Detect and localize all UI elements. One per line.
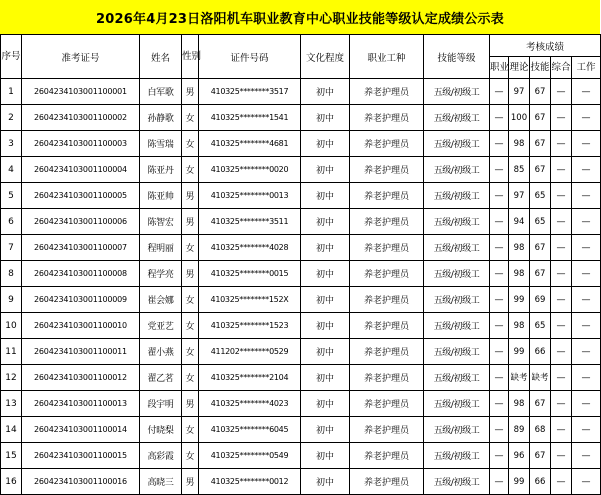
sheet-title: 2026年4月23日洛阳机车职业教育中心职业技能等级认定成绩公示表 — [0, 0, 600, 35]
cell-education: 初中 — [301, 391, 350, 417]
cell-score-skill: 65 — [530, 313, 551, 339]
cell-name: 翟乙茗 — [140, 365, 182, 391]
cell-skill-level: 五级/初级工 — [424, 469, 490, 495]
cell-exam-no: 2604234103001100015 — [22, 443, 140, 469]
cell-id-no: 410325********0012 — [199, 469, 301, 495]
cell-education: 初中 — [301, 287, 350, 313]
cell-score-skill: 缺考 — [530, 365, 551, 391]
cell-score-occupation: — — [490, 235, 509, 261]
cell-skill-level: 五级/初级工 — [424, 417, 490, 443]
cell-occupation: 养老护理员 — [350, 79, 424, 105]
cell-score-comprehensive: — — [551, 469, 572, 495]
cell-name: 陈亚帅 — [140, 183, 182, 209]
cell-occupation: 养老护理员 — [350, 235, 424, 261]
cell-score-comprehensive: — — [551, 391, 572, 417]
header-name: 姓名 — [140, 35, 182, 79]
table-row — [1, 469, 601, 495]
table-row — [1, 339, 601, 365]
cell-education: 初中 — [301, 261, 350, 287]
cell-score-work: — — [572, 79, 601, 105]
table-row — [1, 417, 601, 443]
cell-score-occupation: — — [490, 131, 509, 157]
cell-id-no: 411202********0529 — [199, 339, 301, 365]
header-id-no: 证件号码 — [199, 35, 301, 79]
cell-seq: 8 — [1, 261, 22, 287]
cell-gender: 男 — [182, 79, 199, 105]
cell-score-work: — — [572, 235, 601, 261]
cell-score-work: — — [572, 261, 601, 287]
cell-occupation: 养老护理员 — [350, 131, 424, 157]
cell-exam-no: 2604234103001100004 — [22, 157, 140, 183]
cell-score-theory: 缺考 — [509, 365, 530, 391]
table-row — [1, 391, 601, 417]
cell-exam-no: 2604234103001100012 — [22, 365, 140, 391]
cell-score-skill: 65 — [530, 209, 551, 235]
cell-skill-level: 五级/初级工 — [424, 287, 490, 313]
cell-id-no: 410325********6045 — [199, 417, 301, 443]
cell-score-occupation: — — [490, 365, 509, 391]
cell-score-work: — — [572, 105, 601, 131]
cell-education: 初中 — [301, 443, 350, 469]
cell-occupation: 养老护理员 — [350, 339, 424, 365]
cell-occupation: 养老护理员 — [350, 261, 424, 287]
cell-score-occupation: — — [490, 157, 509, 183]
cell-score-comprehensive: — — [551, 209, 572, 235]
cell-id-no: 410325********152X — [199, 287, 301, 313]
cell-name: 陈雪瑞 — [140, 131, 182, 157]
cell-score-comprehensive: — — [551, 443, 572, 469]
cell-score-work: — — [572, 417, 601, 443]
cell-score-work: — — [572, 339, 601, 365]
header-occupation: 职业工种 — [350, 35, 424, 79]
cell-id-no: 410325********0020 — [199, 157, 301, 183]
cell-score-occupation: — — [490, 339, 509, 365]
cell-name: 付晓梨 — [140, 417, 182, 443]
cell-seq: 10 — [1, 313, 22, 339]
cell-gender: 男 — [182, 469, 199, 495]
cell-gender: 女 — [182, 157, 199, 183]
cell-score-theory: 96 — [509, 443, 530, 469]
cell-skill-level: 五级/初级工 — [424, 79, 490, 105]
cell-exam-no: 2604234103001100007 — [22, 235, 140, 261]
cell-score-theory: 100 — [509, 105, 530, 131]
cell-score-skill: 67 — [530, 105, 551, 131]
cell-name: 陈亚丹 — [140, 157, 182, 183]
cell-score-skill: 67 — [530, 157, 551, 183]
cell-score-comprehensive: — — [551, 417, 572, 443]
cell-id-no: 410325********0013 — [199, 183, 301, 209]
table-row — [1, 261, 601, 287]
cell-exam-no: 2604234103001100001 — [22, 79, 140, 105]
cell-score-theory: 89 — [509, 417, 530, 443]
cell-gender: 女 — [182, 105, 199, 131]
cell-score-occupation: — — [490, 79, 509, 105]
cell-id-no: 410325********3517 — [199, 79, 301, 105]
cell-name: 党亚艺 — [140, 313, 182, 339]
cell-skill-level: 五级/初级工 — [424, 183, 490, 209]
cell-score-occupation: — — [490, 287, 509, 313]
cell-score-work: — — [572, 287, 601, 313]
cell-name: 孙静歌 — [140, 105, 182, 131]
cell-name: 高彩霞 — [140, 443, 182, 469]
cell-education: 初中 — [301, 209, 350, 235]
cell-seq: 3 — [1, 131, 22, 157]
table-row — [1, 183, 601, 209]
cell-gender: 女 — [182, 287, 199, 313]
cell-occupation: 养老护理员 — [350, 443, 424, 469]
cell-exam-no: 2604234103001100008 — [22, 261, 140, 287]
header-seq: 序号 — [1, 35, 22, 79]
cell-gender: 女 — [182, 443, 199, 469]
header-score-theory: 理论 — [509, 57, 530, 79]
cell-id-no: 410325********0549 — [199, 443, 301, 469]
cell-occupation: 养老护理员 — [350, 105, 424, 131]
cell-occupation: 养老护理员 — [350, 287, 424, 313]
cell-score-comprehensive: — — [551, 339, 572, 365]
cell-score-work: — — [572, 365, 601, 391]
table-row — [1, 105, 601, 131]
cell-score-skill: 66 — [530, 469, 551, 495]
cell-score-comprehensive: — — [551, 261, 572, 287]
cell-occupation: 养老护理员 — [350, 183, 424, 209]
table-row — [1, 157, 601, 183]
cell-score-occupation: — — [490, 417, 509, 443]
cell-seq: 16 — [1, 469, 22, 495]
cell-exam-no: 2604234103001100014 — [22, 417, 140, 443]
cell-skill-level: 五级/初级工 — [424, 157, 490, 183]
cell-name: 白军歌 — [140, 79, 182, 105]
cell-score-occupation: — — [490, 105, 509, 131]
table-header — [1, 35, 601, 79]
cell-score-work: — — [572, 443, 601, 469]
cell-id-no: 410325********4028 — [199, 235, 301, 261]
cell-score-theory: 98 — [509, 391, 530, 417]
header-skill-level: 技能等级 — [424, 35, 490, 79]
cell-score-theory: 85 — [509, 157, 530, 183]
cell-gender: 女 — [182, 339, 199, 365]
cell-education: 初中 — [301, 105, 350, 131]
cell-gender: 男 — [182, 209, 199, 235]
cell-name: 段宇明 — [140, 391, 182, 417]
cell-score-skill: 67 — [530, 235, 551, 261]
cell-name: 程学亮 — [140, 261, 182, 287]
table-row — [1, 287, 601, 313]
cell-seq: 5 — [1, 183, 22, 209]
cell-score-theory: 97 — [509, 79, 530, 105]
cell-occupation: 养老护理员 — [350, 417, 424, 443]
cell-seq: 14 — [1, 417, 22, 443]
cell-gender: 女 — [182, 235, 199, 261]
header-gender: 性别 — [182, 35, 199, 79]
cell-score-comprehensive: — — [551, 79, 572, 105]
table-row — [1, 313, 601, 339]
cell-score-occupation: — — [490, 209, 509, 235]
cell-seq: 6 — [1, 209, 22, 235]
cell-exam-no: 2604234103001100002 — [22, 105, 140, 131]
cell-id-no: 410325********4681 — [199, 131, 301, 157]
cell-skill-level: 五级/初级工 — [424, 105, 490, 131]
cell-gender: 女 — [182, 313, 199, 339]
table-row — [1, 443, 601, 469]
cell-score-skill: 69 — [530, 287, 551, 313]
cell-score-work: — — [572, 157, 601, 183]
cell-score-skill: 67 — [530, 261, 551, 287]
header-exam-no: 准考证号 — [22, 35, 140, 79]
cell-seq: 4 — [1, 157, 22, 183]
cell-education: 初中 — [301, 131, 350, 157]
cell-exam-no: 2604234103001100011 — [22, 339, 140, 365]
cell-id-no: 410325********1541 — [199, 105, 301, 131]
table-row — [1, 131, 601, 157]
cell-score-comprehensive: — — [551, 287, 572, 313]
cell-education: 初中 — [301, 157, 350, 183]
cell-score-occupation: — — [490, 313, 509, 339]
cell-seq: 2 — [1, 105, 22, 131]
cell-exam-no: 2604234103001100006 — [22, 209, 140, 235]
cell-exam-no: 2604234103001100010 — [22, 313, 140, 339]
cell-education: 初中 — [301, 365, 350, 391]
cell-education: 初中 — [301, 313, 350, 339]
header-score-skill: 技能 — [530, 57, 551, 79]
header-education: 文化程度 — [301, 35, 350, 79]
cell-score-skill: 67 — [530, 443, 551, 469]
cell-score-skill: 67 — [530, 391, 551, 417]
cell-exam-no: 2604234103001100003 — [22, 131, 140, 157]
cell-score-theory: 98 — [509, 131, 530, 157]
cell-seq: 11 — [1, 339, 22, 365]
cell-exam-no: 2604234103001100013 — [22, 391, 140, 417]
cell-occupation: 养老护理员 — [350, 209, 424, 235]
cell-score-comprehensive: — — [551, 131, 572, 157]
cell-score-occupation: — — [490, 261, 509, 287]
cell-occupation: 养老护理员 — [350, 469, 424, 495]
cell-score-work: — — [572, 183, 601, 209]
cell-score-theory: 98 — [509, 261, 530, 287]
header-score-occupation: 职业 — [490, 57, 509, 79]
table-row — [1, 209, 601, 235]
cell-score-comprehensive: — — [551, 105, 572, 131]
cell-skill-level: 五级/初级工 — [424, 365, 490, 391]
cell-score-theory: 99 — [509, 339, 530, 365]
cell-seq: 15 — [1, 443, 22, 469]
cell-skill-level: 五级/初级工 — [424, 261, 490, 287]
header-score-work: 工作 — [572, 57, 601, 79]
cell-seq: 9 — [1, 287, 22, 313]
cell-score-skill: 68 — [530, 417, 551, 443]
cell-score-comprehensive: — — [551, 365, 572, 391]
cell-score-theory: 99 — [509, 469, 530, 495]
cell-score-occupation: — — [490, 469, 509, 495]
cell-gender: 女 — [182, 417, 199, 443]
cell-score-comprehensive: — — [551, 313, 572, 339]
cell-seq: 7 — [1, 235, 22, 261]
cell-id-no: 410325********0015 — [199, 261, 301, 287]
cell-seq: 13 — [1, 391, 22, 417]
cell-gender: 男 — [182, 183, 199, 209]
cell-exam-no: 2604234103001100005 — [22, 183, 140, 209]
cell-skill-level: 五级/初级工 — [424, 391, 490, 417]
cell-exam-no: 2604234103001100016 — [22, 469, 140, 495]
cell-occupation: 养老护理员 — [350, 157, 424, 183]
cell-score-theory: 97 — [509, 183, 530, 209]
cell-score-theory: 98 — [509, 313, 530, 339]
cell-score-comprehensive: — — [551, 183, 572, 209]
cell-name: 程明丽 — [140, 235, 182, 261]
cell-seq: 1 — [1, 79, 22, 105]
cell-education: 初中 — [301, 79, 350, 105]
cell-score-work: — — [572, 131, 601, 157]
results-table — [0, 34, 601, 495]
cell-score-theory: 94 — [509, 209, 530, 235]
table-row — [1, 79, 601, 105]
cell-gender: 男 — [182, 261, 199, 287]
cell-gender: 男 — [182, 391, 199, 417]
cell-score-theory: 98 — [509, 235, 530, 261]
cell-skill-level: 五级/初级工 — [424, 131, 490, 157]
cell-score-work: — — [572, 469, 601, 495]
cell-score-theory: 99 — [509, 287, 530, 313]
cell-score-skill: 67 — [530, 79, 551, 105]
cell-seq: 12 — [1, 365, 22, 391]
cell-score-skill: 67 — [530, 131, 551, 157]
cell-gender: 女 — [182, 131, 199, 157]
cell-education: 初中 — [301, 339, 350, 365]
cell-score-skill: 65 — [530, 183, 551, 209]
cell-education: 初中 — [301, 183, 350, 209]
cell-id-no: 410325********1523 — [199, 313, 301, 339]
cell-name: 崔会娜 — [140, 287, 182, 313]
cell-name: 高晓三 — [140, 469, 182, 495]
cell-skill-level: 五级/初级工 — [424, 209, 490, 235]
table-body — [1, 79, 601, 495]
header-score-comprehensive: 综合 — [551, 57, 572, 79]
cell-score-occupation: — — [490, 443, 509, 469]
cell-skill-level: 五级/初级工 — [424, 313, 490, 339]
cell-skill-level: 五级/初级工 — [424, 443, 490, 469]
cell-score-occupation: — — [490, 391, 509, 417]
cell-occupation: 养老护理员 — [350, 391, 424, 417]
cell-score-comprehensive: — — [551, 235, 572, 261]
cell-gender: 女 — [182, 365, 199, 391]
cell-occupation: 养老护理员 — [350, 365, 424, 391]
cell-score-skill: 66 — [530, 339, 551, 365]
cell-name: 陈智宏 — [140, 209, 182, 235]
cell-id-no: 410325********4023 — [199, 391, 301, 417]
cell-skill-level: 五级/初级工 — [424, 235, 490, 261]
cell-score-comprehensive: — — [551, 157, 572, 183]
table-row — [1, 365, 601, 391]
cell-id-no: 410325********3511 — [199, 209, 301, 235]
cell-score-occupation: — — [490, 183, 509, 209]
header-scores-group: 考核成绩 — [490, 35, 601, 57]
cell-exam-no: 2604234103001100009 — [22, 287, 140, 313]
cell-name: 翟小燕 — [140, 339, 182, 365]
cell-score-work: — — [572, 209, 601, 235]
cell-score-work: — — [572, 391, 601, 417]
cell-education: 初中 — [301, 417, 350, 443]
cell-education: 初中 — [301, 235, 350, 261]
cell-occupation: 养老护理员 — [350, 313, 424, 339]
cell-score-work: — — [572, 313, 601, 339]
table-row — [1, 235, 601, 261]
cell-skill-level: 五级/初级工 — [424, 339, 490, 365]
cell-education: 初中 — [301, 469, 350, 495]
cell-id-no: 410325********2104 — [199, 365, 301, 391]
